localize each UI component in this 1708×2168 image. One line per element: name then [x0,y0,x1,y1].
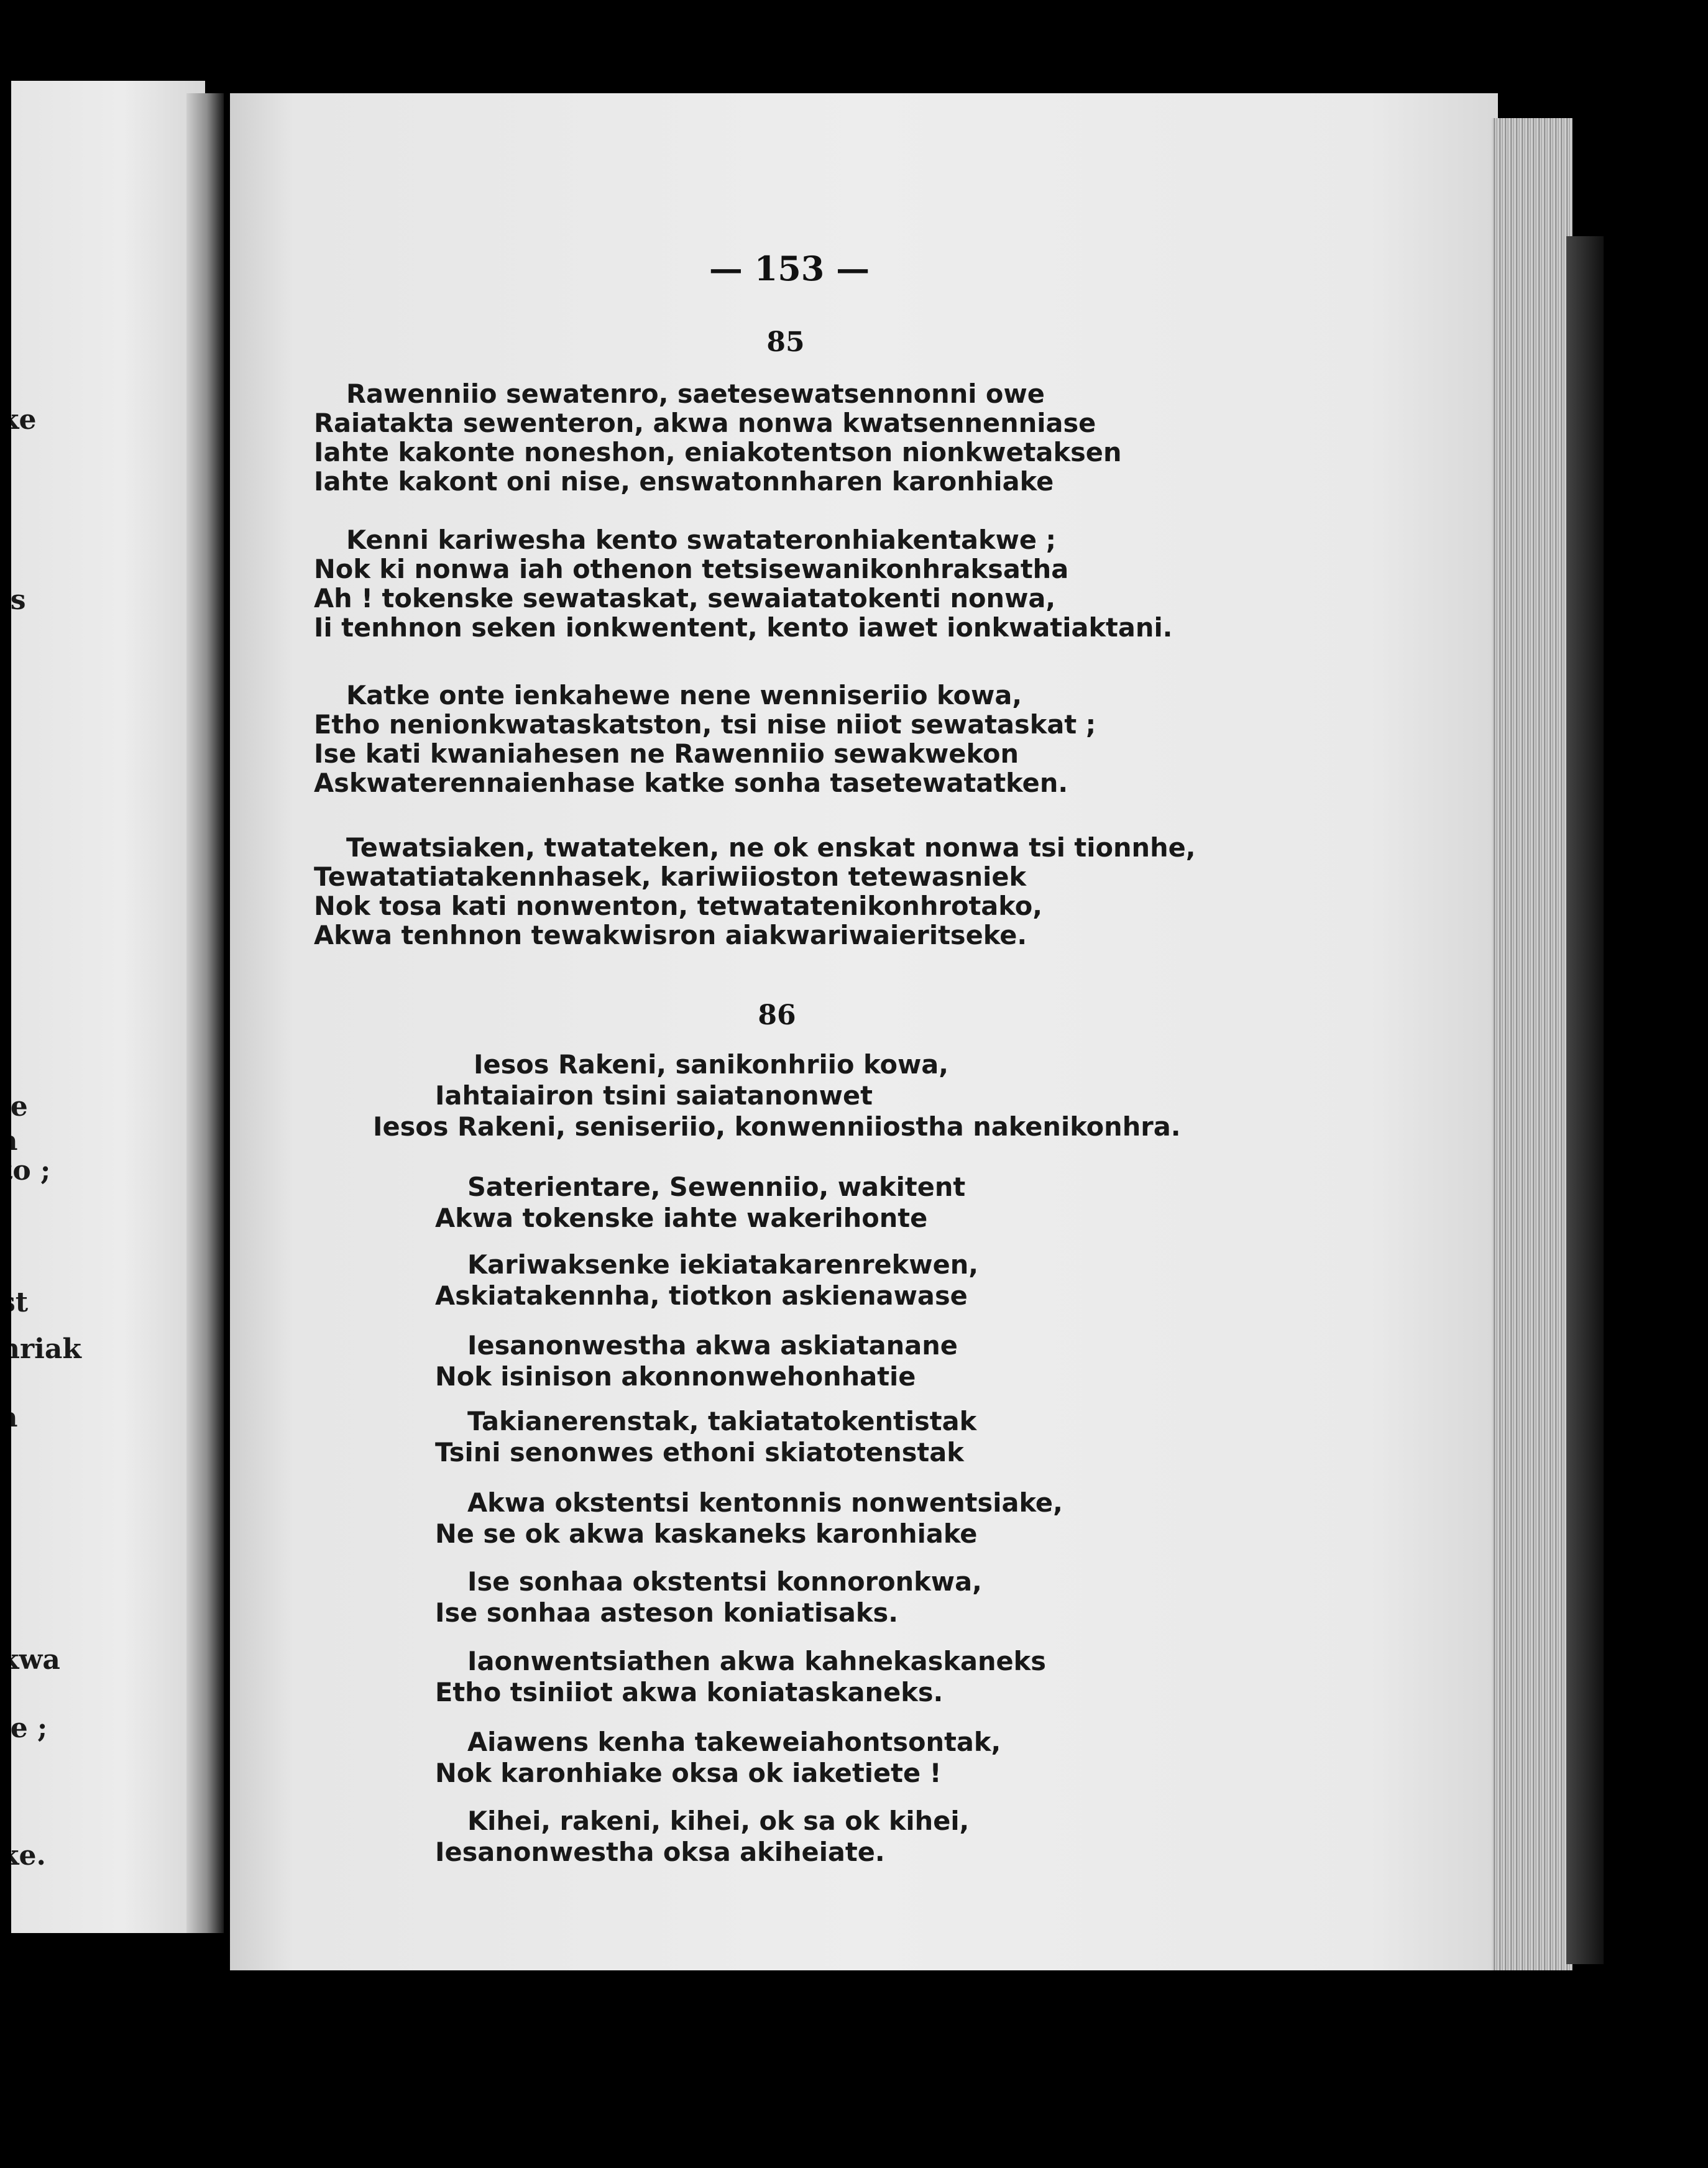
verse-line: Nok tosa kati nonwenton, tetwatatenikonhrotako, [314,891,1043,921]
stanza [435,1806,969,1868]
verse-line: Kihei, rakeni, kihei, ok sa ok kihei, [467,1806,970,1836]
verse-line: Askiatakennha, tiotkon askienawase [435,1280,968,1311]
verse-line: Ne se ok akwa kaskaneks karonhiake [435,1518,978,1549]
page-number: — 153 — [709,249,870,288]
verse-line: Iesanonwestha akwa askiatanane [467,1330,958,1361]
left-page-fragment: to ; [0,1155,51,1187]
verse-line: Ii tenhnon seken ionkwentent, kento iawet ionkwatiaktani. [314,612,1173,643]
verse-line: Kenni kariwesha kento swatateronhiakentakwe ; [346,525,1057,555]
hymn-number: 85 [766,326,805,358]
verse-line: Katke onte ienkahewe nene wenniseriio kowa, [346,680,1022,710]
verse-line: Tewatatiatakennhasek, kariwiioston tetewasniek [314,861,1027,892]
page-edge-stack [1492,118,1573,1970]
verse-line: Ise kati kwaniahesen ne Rawenniio sewakwekon [314,738,1019,769]
left-page-fragment: ke. [0,1840,46,1872]
verse-line: Nok ki nonwa iah othenon tetsisewanikonhraksatha [314,554,1069,584]
verse-line: Iesanonwestha oksa akiheiate. [435,1837,885,1867]
stanza [314,379,1122,496]
stanza [435,1566,982,1628]
stanza [435,1249,978,1311]
verse-line: Takianerenstak, takiatatokentistak [467,1406,977,1436]
stanza [373,1049,1181,1142]
left-page-fragment: ie ; [0,1712,48,1744]
stanza [435,1172,965,1234]
verse-line: Iesos Rakeni, seniseriio, konwenniiostha nakenikonhra. [373,1111,1181,1142]
hymn-number: 86 [758,999,796,1031]
stanza [435,1727,1001,1789]
verse-line: Askwaterennaienhase katke sonha tasetewatatken. [314,768,1068,798]
verse-line: Aiawens kenha takeweiahontsontak, [467,1727,1001,1757]
verse-line: Iahtaiairon tsini saiatanonwet [435,1080,873,1111]
verse-line: Akwa okstentsi kentonnis nonwentsiake, [467,1487,1063,1518]
left-page-fragment: ke [0,404,37,436]
verse-line: Rawenniio sewatenro, saetesewatsennonni owe [346,379,1045,409]
verse-line: Tewatsiaken, twatateken, ne ok enskat nonwa tsi tionnhe, [346,832,1196,863]
stanza [435,1487,1063,1550]
verse-line: Ise sonhaa asteson koniatisaks. [435,1597,898,1628]
left-page-fragment: ie [0,1091,28,1123]
verse-line: Iaonwentsiathen akwa kahnekaskaneks [467,1646,1046,1676]
verse-line: Etho nenionkwataskatston, tsi nise niiot sewataskat ; [314,709,1096,740]
left-page-fragment: a [0,1125,18,1157]
verse-line: Ah ! tokenske sewataskat, sewaiatatokenti nonwa, [314,583,1056,613]
verse-line: Kariwaksenke iekiatakarenrekwen, [467,1249,979,1280]
verse-line: Nok karonhiake oksa ok iaketiete ! [435,1758,942,1788]
verse-line: Iesos Rakeni, sanikonhriio kowa, [474,1049,949,1080]
verse-line: Akwa tenhnon tewakwisron aiakwariwaieritseke. [314,920,1027,950]
left-page-fragment: a [0,1402,18,1433]
verse-line: Tsini senonwes ethoni skiatotenstak [435,1437,964,1468]
left-page-fragment: ; [0,1218,11,1250]
left-page-fragment: kwa [0,1644,60,1676]
verse-line: Raiatakta sewenteron, akwa nonwa kwatsennenniase [314,408,1096,438]
verse-line: Iahte kakont oni nise, enswatonnharen karonhiake [314,466,1054,497]
verse-line: Saterientare, Sewenniio, wakitent [467,1172,966,1202]
stanza [435,1646,1046,1708]
verse-line: Nok isinison akonnonwehonhatie [435,1361,916,1392]
page-edge-shadow [1566,236,1604,1964]
stanza [435,1406,976,1468]
left-page-fragment: st [0,1287,29,1318]
verse-line: Akwa tokenske iahte wakerihonte [435,1203,928,1233]
verse-line: Etho tsiniiot akwa koniataskaneks. [435,1677,944,1707]
left-page-fragment: hriak [0,1333,81,1365]
stanza [314,525,1172,642]
stanza [435,1330,958,1392]
book-gutter-shadow [186,93,224,1933]
stanza [314,833,1196,950]
stanza [314,681,1096,797]
verse-line: Ise sonhaa okstentsi konnoronkwa, [467,1566,982,1597]
left-page-fragment: is [0,584,26,616]
verse-line: Iahte kakonte noneshon, eniakotentson nionkwetaksen [314,437,1122,467]
